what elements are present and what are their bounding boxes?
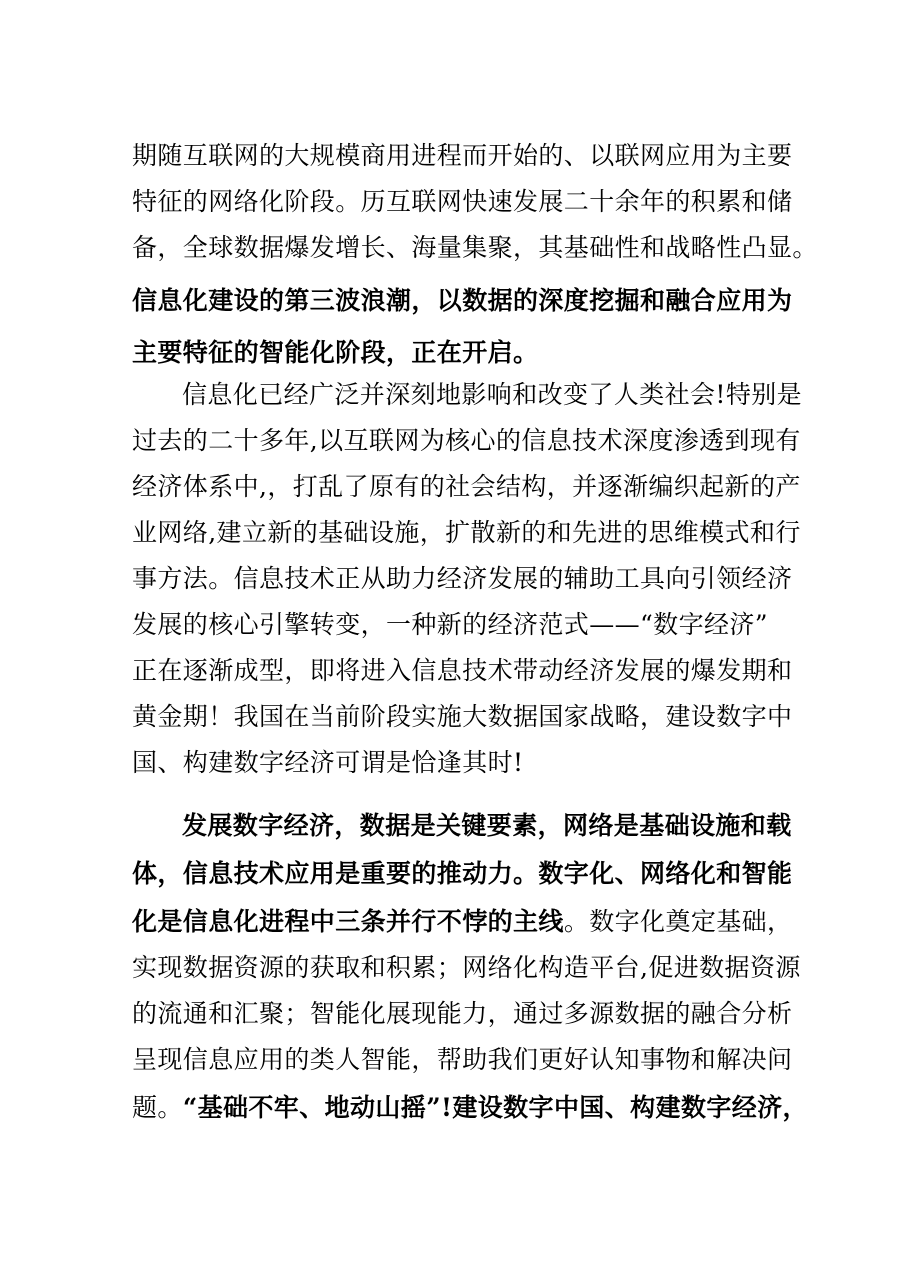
- bold-text-line: 主要特征的智能化阶段，正在开启。: [132, 338, 539, 367]
- bold-span: 化是信息化进程中三条并行不悖的主线: [132, 907, 564, 936]
- text-line: 实现数据资源的获取和积累；网络化构造平台,促进数据资源: [132, 953, 801, 982]
- text-line: 事方法。信息技术正从助力经济发展的辅助工具向引领经济: [132, 564, 793, 593]
- text-line: 呈现信息应用的类人智能，帮助我们更好认知事物和解决问: [132, 1045, 793, 1074]
- text-line: 特征的网络化阶段。历互联网快速发展二十余年的积累和储: [132, 187, 793, 216]
- normal-span: 题。: [132, 1093, 183, 1122]
- paragraph-1: [132, 133, 818, 376]
- text-line: 备，全球数据爆发增长、海量集聚，其基础性和战略性凸显。: [132, 233, 818, 262]
- paragraph-2: [132, 372, 803, 786]
- text-line: 黄金期！我国在当前阶段实施大数据国家战略，建设数字中: [132, 702, 793, 731]
- text-line: 发展的核心引擎转变，一种新的经济范式——“数字经济”: [132, 610, 768, 639]
- bold-span: “基础不牢、地动山摇”!建设数字中国、构建数字经济，: [182, 1093, 808, 1122]
- normal-span: 。数字化奠定基础，: [563, 907, 793, 936]
- text-line: 经济体系中,，打乱了原有的社会结构，并逐渐编织起新的产: [132, 472, 801, 501]
- bold-text-line: 信息化建设的第三波浪潮，以数据的深度挖掘和融合应用为: [132, 286, 793, 315]
- text-line: 期随互联网的大规模商用进程而开始的、以联网应用为主要: [132, 141, 793, 170]
- text-line: 信息化已经广泛并深刻地影响和改变了人类社会!特别是: [182, 380, 803, 409]
- text-line: 过去的二十多年,以互联网为核心的信息技术深度渗透到现有: [132, 426, 801, 455]
- text-line: 的流通和汇聚；智能化展现能力，通过多源数据的融合分析: [132, 999, 793, 1028]
- bold-text-line: 体，信息技术应用是重要的推动力。数字化、网络化和智能: [132, 859, 793, 888]
- paragraph-3: [132, 803, 808, 1131]
- text-line: 正在逐渐成型，即将进入信息技术带动经济发展的爆发期和: [132, 656, 793, 685]
- bold-text-line: 发展数字经济，数据是关键要素，网络是基础设施和载: [182, 811, 792, 840]
- text-line: 国、构建数字经济可谓是恰逢其时!: [132, 748, 524, 777]
- text-line: 业网络,建立新的基础设施，扩散新的和先进的思维模式和行: [132, 518, 801, 547]
- mixed-text-line: [132, 899, 792, 945]
- mixed-text-line: [132, 1085, 808, 1131]
